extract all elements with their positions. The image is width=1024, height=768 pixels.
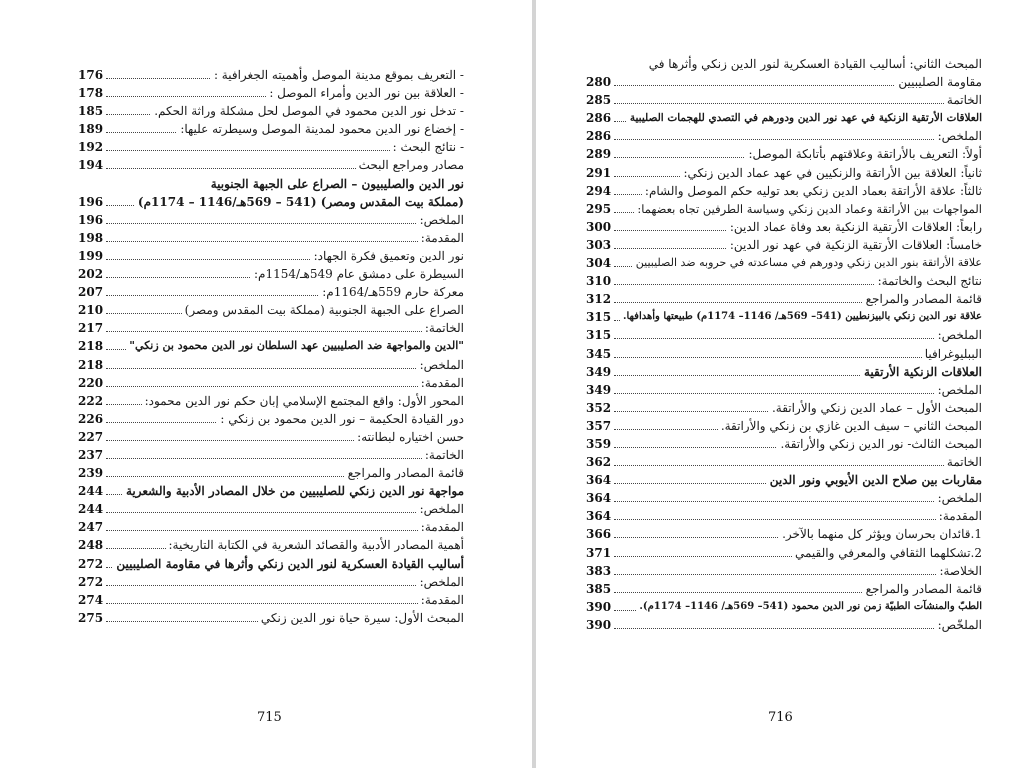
toc-entry-title: الملخص: bbox=[417, 500, 464, 518]
toc-entry-page: 362 bbox=[586, 455, 612, 470]
right-page bbox=[536, 0, 1024, 768]
toc-entry bbox=[586, 308, 982, 326]
toc-entry-page: 357 bbox=[586, 418, 612, 433]
toc-entry bbox=[586, 363, 982, 381]
toc-entry bbox=[586, 598, 982, 616]
toc-list-left bbox=[78, 66, 464, 627]
toc-entry-page: 199 bbox=[78, 248, 104, 263]
dot-leader bbox=[614, 465, 982, 466]
dot-leader bbox=[106, 386, 464, 387]
toc-entry bbox=[586, 218, 982, 236]
toc-entry bbox=[78, 265, 464, 283]
toc-entry bbox=[78, 193, 464, 211]
toc-entry-title: المبحث الثاني: أساليب القيادة العسكرية لنور الدين زنكي وأثرها في bbox=[646, 55, 982, 73]
toc-entry-page: 295 bbox=[586, 201, 612, 216]
toc-entry-title: قائمة المصادر والمراجع bbox=[863, 580, 982, 598]
toc-entry-page: 272 bbox=[78, 556, 104, 571]
toc-entry-page: 275 bbox=[78, 610, 104, 625]
toc-entry-page: 390 bbox=[586, 599, 612, 614]
toc-entry-page: 286 bbox=[586, 129, 612, 144]
toc-entry-title: علاقة الأراتقة بنور الدين زنكي ودورهم في مساعدته في حروبه ضد الصليبيين bbox=[633, 254, 982, 272]
toc-entry bbox=[78, 446, 464, 464]
toc-entry-title: رابعاً: العلاقات الأرتقية الزنكية بعد وفاة عماد الدين: bbox=[727, 218, 982, 236]
toc-entry-page: 349 bbox=[586, 382, 612, 397]
toc-entry bbox=[78, 175, 464, 193]
toc-entry-page: 226 bbox=[78, 411, 104, 426]
toc-entry-title: الملخص: bbox=[417, 211, 464, 229]
toc-entry bbox=[78, 283, 464, 301]
toc-entry-page: 352 bbox=[586, 400, 612, 415]
dot-leader bbox=[106, 512, 464, 513]
toc-entry bbox=[78, 518, 464, 536]
toc-entry-page: 196 bbox=[78, 212, 104, 227]
toc-entry-title: العلاقات الأرتقية الزنكية في عهد نور الدين ودورهم في التصدي للهجمات الصليبية bbox=[627, 109, 982, 127]
toc-entry bbox=[586, 471, 982, 489]
toc-entry bbox=[586, 562, 982, 580]
toc-entry bbox=[586, 399, 982, 417]
toc-entry-title: المقدمة: bbox=[418, 374, 464, 392]
toc-entry bbox=[78, 374, 464, 392]
toc-entry-page: 198 bbox=[78, 230, 104, 245]
toc-entry-title: أهمية المصادر الأدبية والقصائد الشعرية في الكتابة التاريخية: bbox=[166, 536, 465, 554]
toc-entry bbox=[586, 544, 982, 562]
toc-entry-title: السيطرة على دمشق عام 549هـ/1154م: bbox=[251, 265, 464, 283]
toc-entry-title: - التعريف بموقع مدينة الموصل وأهميته الجغرافية : bbox=[211, 66, 464, 84]
toc-entry bbox=[78, 410, 464, 428]
toc-entry-page: 272 bbox=[78, 574, 104, 589]
toc-entry bbox=[586, 254, 982, 272]
toc-entry bbox=[78, 555, 464, 573]
toc-entry-title: مصادر ومراجع البحث bbox=[356, 156, 464, 174]
toc-entry-page: 390 bbox=[586, 617, 612, 632]
toc-entry-title: المبحث الثاني – سيف الدين غازي بن زنكي والأراتقة. bbox=[718, 417, 982, 435]
toc-entry-title: 1.قائدان بحرسان ويؤثر كل منهما بالآخر. bbox=[779, 525, 982, 543]
toc-entry-page: 202 bbox=[78, 267, 104, 282]
toc-entry-page: 196 bbox=[78, 194, 104, 209]
toc-entry-title: علاقة نور الدين زنكي بالبيزنطيين (541– 569هـ/ 1146– 1174م) طبيعتها وأهدافها. bbox=[620, 308, 982, 326]
toc-entry bbox=[586, 507, 982, 525]
toc-entry-title: الخاتمة: bbox=[422, 446, 464, 464]
toc-entry bbox=[586, 345, 982, 363]
toc-entry-title: نور الدين والصليبيون – الصراع على الجبهة الجنوبية bbox=[208, 175, 464, 193]
toc-entry-page: 194 bbox=[78, 158, 104, 173]
toc-entry-title: ثالثاً: علاقة الأراتقة بعماد الدين زنكي بعد توليه حكم الموصل والشام: bbox=[642, 182, 982, 200]
toc-entry-title: الخلاصة: bbox=[936, 562, 982, 580]
dot-leader bbox=[106, 585, 464, 586]
toc-entry-page: 189 bbox=[78, 122, 104, 137]
toc-entry-page: 304 bbox=[586, 256, 612, 271]
toc-entry-page: 274 bbox=[78, 592, 104, 607]
toc-entry bbox=[78, 609, 464, 627]
toc-entry bbox=[586, 164, 982, 182]
toc-entry-page: 312 bbox=[586, 292, 612, 307]
dot-leader bbox=[106, 458, 464, 459]
toc-entry-page: 217 bbox=[78, 321, 104, 336]
dot-leader bbox=[614, 628, 982, 629]
toc-entry-title: الملخص: bbox=[935, 127, 982, 145]
toc-entry bbox=[78, 482, 464, 500]
toc-entry-title: الملخّص: bbox=[935, 616, 982, 634]
toc-entry-title: دور القيادة الحكيمة – نور الدين محمود بن زنكي : bbox=[217, 410, 464, 428]
toc-entry-title: مواجهة نور الدين زنكي للصليبيين من خلال المصادر الأدبية والشعرية bbox=[123, 482, 464, 500]
dot-leader bbox=[614, 338, 982, 339]
dot-leader bbox=[614, 574, 982, 575]
toc-entry bbox=[78, 464, 464, 482]
toc-entry-page: 280 bbox=[586, 75, 612, 90]
toc-entry bbox=[78, 211, 464, 229]
toc-entry-title: المبحث الأول – عماد الدين زنكي والأراتقة. bbox=[769, 399, 982, 417]
toc-entry-title: المقدمة: bbox=[418, 229, 464, 247]
toc-entry-page: 244 bbox=[78, 502, 104, 517]
toc-entry bbox=[78, 84, 464, 102]
toc-entry-page: 294 bbox=[586, 183, 612, 198]
toc-entry bbox=[586, 489, 982, 507]
toc-entry bbox=[586, 290, 982, 308]
toc-entry bbox=[586, 200, 982, 218]
toc-entry-page: 366 bbox=[586, 527, 612, 542]
toc-entry-title: الملخص: bbox=[417, 573, 464, 591]
toc-entry-title: المبحث الأول: سيرة حياة نور الدين زنكي bbox=[258, 609, 464, 627]
toc-entry-page: 227 bbox=[78, 429, 104, 444]
toc-entry-title: مقاومة الصليبيين bbox=[895, 73, 982, 91]
toc-entry bbox=[78, 500, 464, 518]
toc-entry-page: 364 bbox=[586, 473, 612, 488]
toc-entry-page: 310 bbox=[586, 274, 612, 289]
toc-entry-page: 349 bbox=[586, 364, 612, 379]
toc-entry-title: أولاً: التعريف بالأراتقة وعلاقتهم بأتابكة الموصل: bbox=[745, 145, 982, 163]
toc-entry-title: الطبّ والمنشآت الطبيّة زمن نور الدين محمود (541– 569هـ/ 1146– 1174م). bbox=[636, 598, 982, 616]
toc-entry-title: المواجهات بين الأراتقة وعماد الدين زنكي وسياسة الطرفين تجاه بعضهما: bbox=[634, 200, 982, 218]
toc-entry-title: ثانياً: العلاقة بين الأراتقة والزنكيين في عهد عماد الدين زنكي: bbox=[681, 164, 983, 182]
toc-entry-title: الخاتمة bbox=[944, 453, 982, 471]
toc-entry-page: 286 bbox=[586, 111, 612, 126]
toc-entry-title: الخاتمة bbox=[944, 91, 982, 109]
toc-entry-title: الخاتمة: bbox=[422, 319, 464, 337]
toc-entry-page: 218 bbox=[78, 339, 104, 354]
toc-entry-page: 178 bbox=[78, 86, 104, 101]
toc-entry bbox=[78, 356, 464, 374]
dot-leader bbox=[614, 393, 982, 394]
page-number-right: 716 bbox=[768, 710, 793, 725]
dot-leader bbox=[614, 139, 982, 140]
toc-entry-page: 248 bbox=[78, 538, 104, 553]
toc-entry-title: نور الدين وتعميق فكرة الجهاد: bbox=[311, 247, 464, 265]
toc-entry bbox=[586, 272, 982, 290]
toc-entry-title: المقدمة: bbox=[418, 591, 464, 609]
toc-entry-title: الملخص: bbox=[935, 326, 982, 344]
toc-entry-title: 2.تشكلهما الثقافي والمعرفي والقيمي bbox=[792, 544, 982, 562]
toc-entry bbox=[586, 616, 982, 634]
toc-entry-page: 185 bbox=[78, 104, 104, 119]
toc-entry bbox=[586, 417, 982, 435]
toc-entry-page: 371 bbox=[586, 545, 612, 560]
toc-entry bbox=[78, 120, 464, 138]
toc-entry-title: قائمة المصادر والمراجع bbox=[863, 290, 982, 308]
toc-entry bbox=[78, 156, 464, 174]
toc-entry-title: - إخضاع نور الدين محمود لمدينة الموصل وسيطرته عليها: bbox=[177, 120, 464, 138]
toc-entry-page: 345 bbox=[586, 346, 612, 361]
toc-entry bbox=[78, 428, 464, 446]
toc-entry-page: 220 bbox=[78, 375, 104, 390]
toc-entry-title: (مملكة بيت المقدس ومصر) (541 – 569هـ/1146 – 1174م) bbox=[135, 193, 464, 211]
dot-leader bbox=[614, 519, 982, 520]
toc-entry-title: الصراع على الجبهة الجنوبية (مملكة بيت المقدس ومصر) bbox=[182, 301, 464, 319]
toc-entry-page: 385 bbox=[586, 581, 612, 596]
toc-entry-page: 237 bbox=[78, 447, 104, 462]
toc-entry bbox=[586, 435, 982, 453]
toc-entry-page: 176 bbox=[78, 68, 104, 82]
toc-entry-title: مقاربات بين صلاح الدين الأيوبي ونور الدين bbox=[767, 471, 982, 489]
toc-entry-page: 303 bbox=[586, 237, 612, 252]
page-number-left: 715 bbox=[257, 710, 282, 725]
toc-entry bbox=[586, 381, 982, 399]
toc-entry-title: - العلاقة بين نور الدين وأمراء الموصل : bbox=[266, 84, 464, 102]
toc-entry bbox=[78, 102, 464, 120]
toc-entry bbox=[586, 453, 982, 471]
toc-entry-title: "الدين والمواجهة ضد الصليبيين عهد السلطان نور الدين محمود بن زنكي" bbox=[126, 337, 464, 355]
toc-entry bbox=[586, 145, 982, 163]
toc-entry bbox=[78, 247, 464, 265]
toc-entry bbox=[78, 573, 464, 591]
toc-entry-title: المقدمة: bbox=[936, 507, 982, 525]
toc-list-right bbox=[586, 55, 982, 634]
toc-entry-title: المبحث الثالث- نور الدين زنكي والأراتقة. bbox=[777, 435, 982, 453]
toc-entry bbox=[586, 236, 982, 254]
toc-entry bbox=[586, 580, 982, 598]
toc-entry-page: 222 bbox=[78, 393, 104, 408]
toc-entry-title: قائمة المصادر والمراجع bbox=[345, 464, 464, 482]
toc-entry bbox=[586, 525, 982, 543]
toc-entry-title: معركة حارم 559هـ/1164م: bbox=[319, 283, 464, 301]
toc-entry-page: 364 bbox=[586, 509, 612, 524]
toc-entry-page: 207 bbox=[78, 285, 104, 300]
toc-entry-page: 247 bbox=[78, 520, 104, 535]
toc-entry-title: المقدمة: bbox=[418, 518, 464, 536]
dot-leader bbox=[106, 368, 464, 369]
dot-leader bbox=[614, 103, 982, 104]
toc-entry bbox=[586, 127, 982, 145]
toc-entry-title: الملخص: bbox=[417, 356, 464, 374]
toc-entry bbox=[78, 66, 464, 84]
toc-entry bbox=[78, 591, 464, 609]
toc-entry-title: خامساً: العلاقات الأرتقية الزنكية في عهد نور الدين: bbox=[727, 236, 982, 254]
toc-entry bbox=[586, 109, 982, 127]
toc-entry bbox=[78, 536, 464, 554]
toc-entry-title: المحور الأول: واقع المجتمع الإسلامي إبان حكم نور الدين محمود: bbox=[142, 392, 464, 410]
dot-leader bbox=[106, 603, 464, 604]
toc-entry-title: العلاقات الزنكية الأرتقية bbox=[861, 363, 982, 381]
toc-entry bbox=[586, 55, 982, 73]
toc-entry bbox=[586, 182, 982, 200]
toc-entry bbox=[78, 138, 464, 156]
toc-entry bbox=[78, 319, 464, 337]
toc-entry bbox=[586, 91, 982, 109]
toc-entry-page: 383 bbox=[586, 563, 612, 578]
toc-entry bbox=[586, 326, 982, 344]
toc-entry-title: أساليب القيادة العسكرية لنور الدين زنكي وأثرها في مقاومة الصليبيين bbox=[113, 555, 464, 573]
toc-entry-page: 289 bbox=[586, 147, 612, 162]
toc-entry-page: 244 bbox=[78, 484, 104, 499]
toc-entry bbox=[78, 337, 464, 355]
toc-entry-title: الملخص: bbox=[935, 489, 982, 507]
toc-entry-page: 239 bbox=[78, 466, 104, 481]
toc-entry-title: الملخص: bbox=[935, 381, 982, 399]
toc-entry-title: الببليوغرافيا bbox=[922, 345, 982, 363]
toc-entry bbox=[78, 392, 464, 410]
toc-entry-page: 364 bbox=[586, 491, 612, 506]
dot-leader bbox=[106, 223, 464, 224]
dot-leader bbox=[614, 501, 982, 502]
toc-entry-page: 218 bbox=[78, 357, 104, 372]
toc-entry-page: 210 bbox=[78, 303, 104, 318]
toc-entry-page: 192 bbox=[78, 140, 104, 155]
toc-entry-title: - تدخل نور الدين محمود في الموصل لحل مشكلة وراثة الحكم. bbox=[151, 102, 464, 120]
dot-leader bbox=[106, 530, 464, 531]
toc-entry-page: 300 bbox=[586, 219, 612, 234]
toc-entry-page: 315 bbox=[586, 328, 612, 343]
toc-entry-page: 291 bbox=[586, 165, 612, 180]
toc-entry bbox=[78, 301, 464, 319]
dot-leader bbox=[106, 331, 464, 332]
toc-entry-title: حسن اختياره لبطانته: bbox=[354, 428, 464, 446]
toc-entry bbox=[586, 73, 982, 91]
toc-entry-title: - نتائج البحث : bbox=[390, 138, 464, 156]
dot-leader bbox=[106, 241, 464, 242]
toc-entry-page: 285 bbox=[586, 93, 612, 108]
toc-entry bbox=[78, 229, 464, 247]
toc-entry-title: نتائج البحث والخاتمة: bbox=[875, 272, 982, 290]
toc-entry-page: 359 bbox=[586, 436, 612, 451]
toc-entry-page: 315 bbox=[586, 310, 612, 325]
